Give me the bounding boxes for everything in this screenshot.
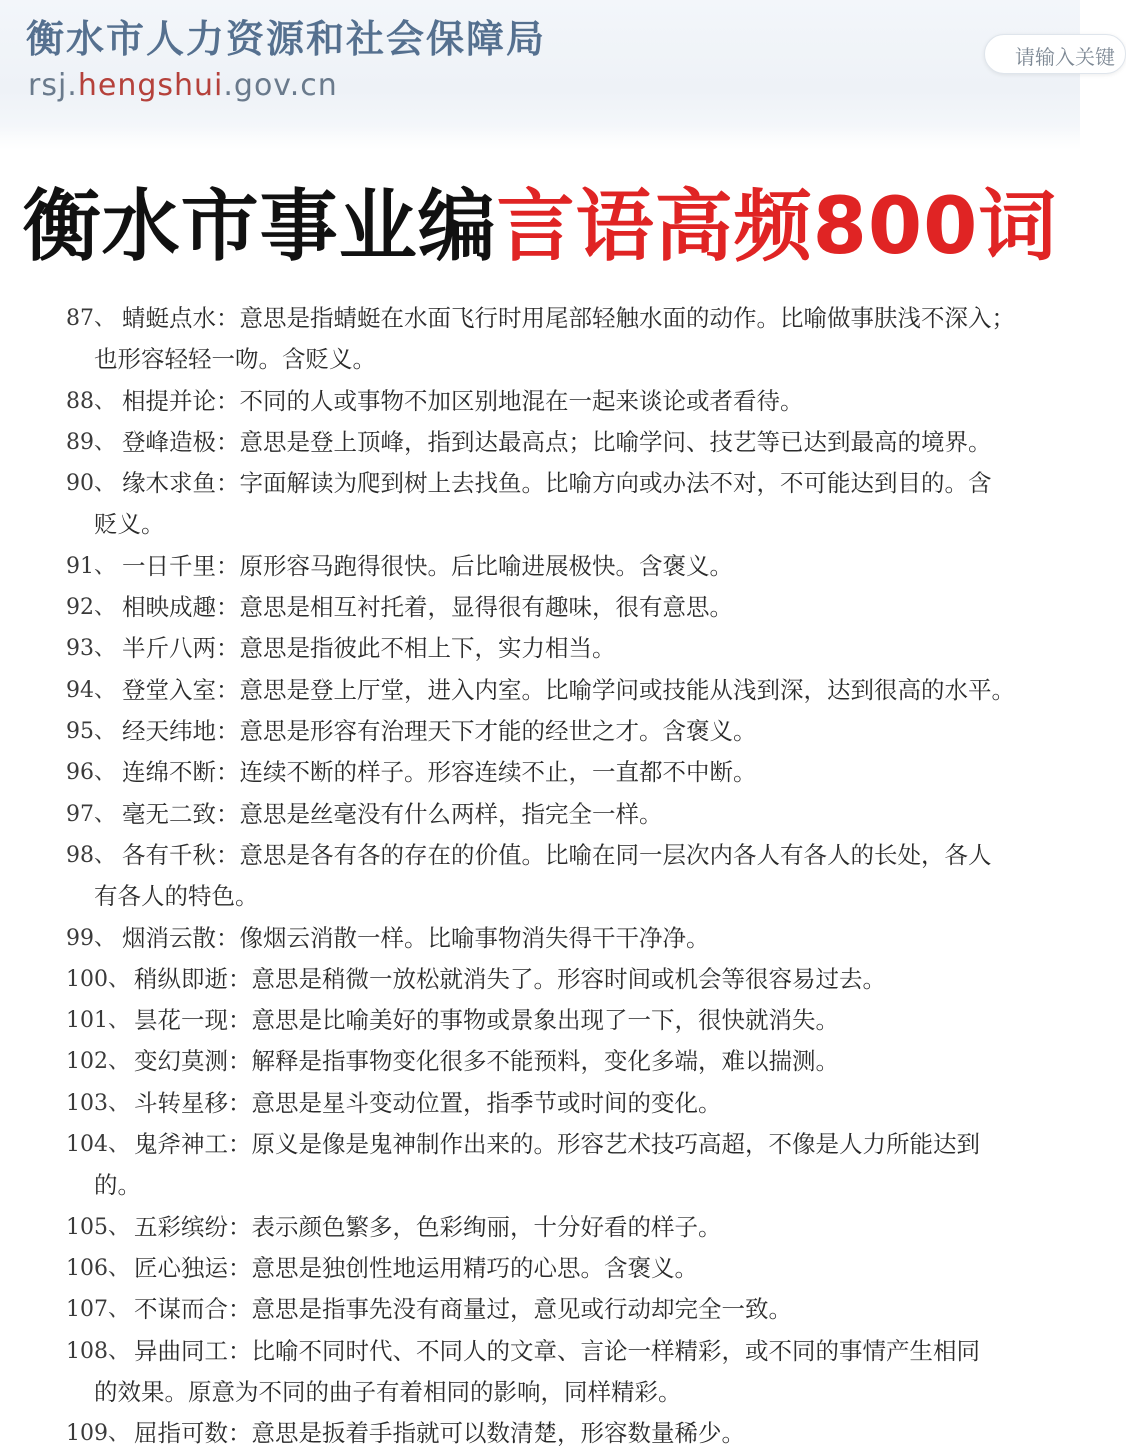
item-definition: 意思是比喻美好的事物或景象出现了一下，很快就消失。: [251, 1006, 839, 1035]
site-url-prefix: rsj.: [28, 68, 78, 103]
item-number: 93、: [66, 636, 116, 662]
item-term: 烟消云散：: [122, 923, 240, 952]
item-number: 89、: [66, 429, 116, 455]
item-term: 斗转星移：: [134, 1088, 252, 1117]
item-definition: 表示颜色繁多，色彩绚丽，十分好看的样子。: [251, 1212, 722, 1241]
item-body: [122, 752, 757, 793]
item-term: 相提并论：: [122, 386, 240, 415]
item-definition: 连续不断的样子。形容连续不止，一直都不中断。: [239, 758, 757, 787]
item-number: 88、: [66, 388, 116, 414]
item-number: 97、: [66, 801, 116, 827]
item-number: 100、: [66, 966, 130, 992]
item-definition: 原义是像是鬼神制作出来的。形容艺术技巧高超，不像是人力所能达到: [251, 1130, 980, 1158]
item-body: [134, 959, 886, 1000]
item-body: [122, 298, 1015, 339]
item-term: 连绵不断：: [122, 758, 240, 787]
item-body: [134, 1083, 722, 1124]
item-definition-continued: 也形容轻轻一吻。含贬义。: [94, 345, 376, 374]
item-number: 106、: [66, 1255, 130, 1281]
site-name: 衡水市人力资源和社会保障局: [26, 17, 547, 61]
item-definition: 不同的人或事物不加区别地混在一起来谈论或者看待。: [239, 386, 804, 415]
item-definition-continued: 贬义。: [94, 510, 165, 539]
item-definition: 意思是丝毫没有什么两样，指完全一样。: [239, 799, 663, 828]
item-body: [122, 670, 1015, 711]
item-term: 五彩缤纷：: [134, 1212, 252, 1241]
item-number: 102、: [66, 1049, 130, 1075]
item-number: 96、: [66, 760, 116, 786]
item-definition: 意思是登上厅堂，进入内室。比喻学问或技能从浅到深，达到很高的水平。: [239, 675, 1015, 704]
item-term: 匠心独运：: [134, 1253, 252, 1282]
item-definition: 意思是形容有治理天下才能的经世之才。含褒义。: [239, 717, 757, 745]
item-body: [134, 1331, 980, 1372]
item-body: [122, 422, 992, 463]
site-url-accent: hengshui: [77, 68, 224, 103]
item-body: [122, 546, 733, 587]
title-black-part: 衡水市事业编: [22, 182, 497, 272]
item-term: 经天纬地：: [122, 717, 240, 745]
item-definition: 意思是星斗变动位置，指季节或时间的变化。: [251, 1088, 722, 1117]
item-term: 登峰造极：: [122, 427, 240, 456]
item-definition: 意思是相互衬托着，显得很有趣味，很有意思。: [239, 593, 733, 622]
item-number: 104、: [66, 1132, 130, 1157]
item-number: 87、: [66, 306, 116, 331]
item-term: 蜻蜓点水：: [122, 304, 240, 332]
search-input[interactable]: [984, 34, 1126, 74]
item-definition: 解释是指事物变化很多不能预料，变化多端，难以揣测。: [251, 1047, 839, 1076]
item-term: 鬼斧神工：: [134, 1130, 252, 1158]
item-term: 昙花一现：: [134, 1006, 252, 1035]
item-term: 半斤八两：: [122, 634, 240, 663]
site-url[interactable]: [28, 68, 338, 103]
item-body: [134, 1000, 839, 1041]
item-definition: 字面解读为爬到树上去找鱼。比喻方向或办法不对，不可能达到目的。含: [239, 469, 992, 498]
item-body: [122, 463, 992, 504]
item-body: [134, 1413, 745, 1454]
search-placeholder: 请输入关键: [1015, 45, 1115, 69]
item-body: [122, 587, 733, 628]
page-title: [0, 172, 1080, 282]
item-number: 98、: [66, 842, 116, 868]
item-number: 101、: [66, 1008, 130, 1034]
item-definition-continued: 有各人的特色。: [94, 882, 259, 911]
item-term: 稍纵即逝：: [134, 964, 252, 993]
item-body: [134, 1207, 722, 1248]
item-definition-continued: 的。: [94, 1171, 141, 1200]
item-definition: 意思是登上顶峰，指到达最高点；比喻学问、技艺等已达到最高的境界。: [239, 427, 992, 456]
item-number: 103、: [66, 1090, 130, 1116]
item-term: 各有千秋：: [122, 840, 240, 869]
site-header: [0, 0, 1115, 150]
title-red-part: 言语高频800词: [496, 182, 1058, 272]
item-body: [122, 794, 663, 835]
item-term: 相映成趣：: [122, 593, 240, 622]
item-definition: 意思是各有各的存在的价值。比喻在同一层次内各人有各人的长处，各人: [239, 840, 992, 869]
item-term: 毫无二致：: [122, 799, 240, 828]
item-number: 107、: [66, 1297, 130, 1323]
item-number: 91、: [66, 553, 116, 579]
item-body: [122, 835, 992, 876]
item-body: [134, 1124, 980, 1165]
item-number: 109、: [66, 1421, 130, 1447]
item-body: [122, 711, 757, 752]
item-definition-continued: 的效果。原意为不同的曲子有着相同的影响，同样精彩。: [94, 1377, 682, 1406]
site-url-suffix: .gov.cn: [223, 68, 338, 103]
item-body: [134, 1248, 698, 1289]
item-number: 92、: [66, 595, 116, 621]
item-definition: 比喻不同时代、不同人的文章、言论一样精彩，或不同的事情产生相同: [251, 1336, 980, 1365]
item-term: 一日千里：: [122, 551, 240, 580]
item-definition: 意思是指蜻蜓在水面飞行时用尾部轻触水面的动作。比喻做事肤浅不深入；: [239, 304, 1015, 332]
item-definition: 原形容马跑得很快。后比喻进展极快。含褒义。: [239, 551, 733, 580]
item-body: [134, 1041, 839, 1082]
item-number: 105、: [66, 1214, 130, 1240]
item-number: 94、: [66, 677, 116, 703]
item-body: [134, 1289, 792, 1330]
item-body: [122, 918, 710, 959]
item-definition: 意思是扳着手指就可以数清楚，形容数量稀少。: [251, 1419, 745, 1448]
item-term: 登堂入室：: [122, 675, 240, 704]
item-term: 不谋而合：: [134, 1295, 252, 1324]
item-definition: 意思是稍微一放松就消失了。形容时间或机会等很容易过去。: [251, 964, 886, 993]
item-term: 变幻莫测：: [134, 1047, 252, 1076]
item-number: 99、: [66, 925, 116, 951]
item-definition: 意思是指事先没有商量过，意见或行动却完全一致。: [251, 1295, 792, 1324]
item-number: 90、: [66, 471, 116, 497]
item-body: [122, 381, 804, 422]
item-term: 屈指可数：: [134, 1419, 252, 1448]
item-body: [122, 628, 616, 669]
item-definition: 意思是独创性地运用精巧的心思。含褒义。: [251, 1253, 698, 1282]
item-number: 108、: [66, 1338, 130, 1364]
item-term: 缘木求鱼：: [122, 469, 240, 498]
item-definition: 像烟云消散一样。比喻事物消失得干干净净。: [239, 923, 710, 952]
item-term: 异曲同工：: [134, 1336, 252, 1365]
item-definition: 意思是指彼此不相上下，实力相当。: [239, 634, 616, 663]
item-number: 95、: [66, 719, 116, 744]
